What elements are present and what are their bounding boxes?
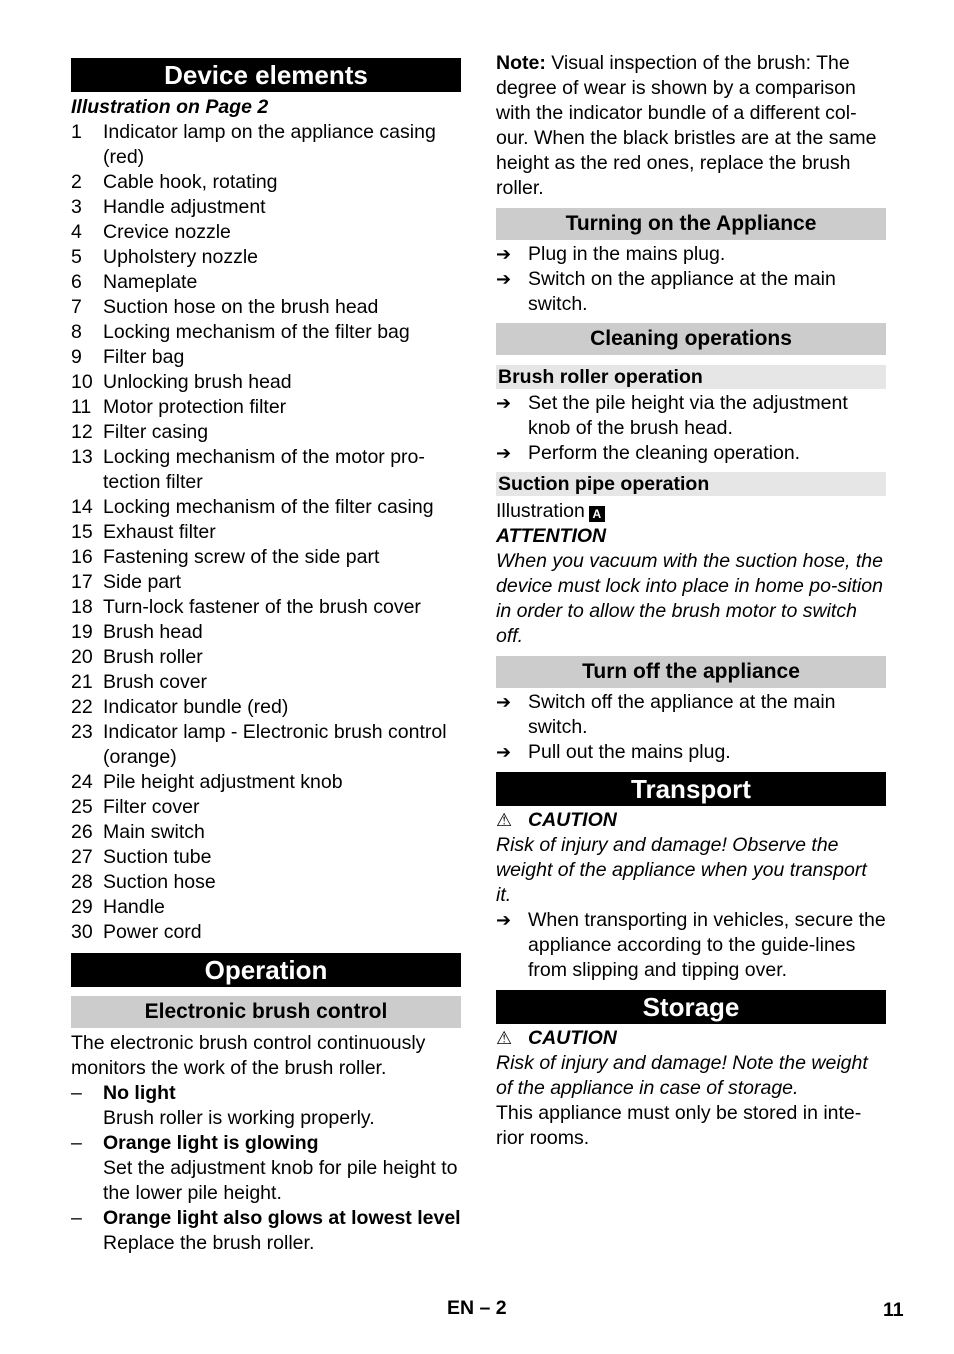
arrow-right-icon: ➔: [496, 269, 512, 289]
arrow-right-icon: ➔: [496, 742, 512, 762]
turn-off-steps: [496, 690, 886, 765]
item-text: Brush head: [103, 621, 203, 643]
ebc-state-title: No light: [103, 1082, 176, 1104]
operation-heading: Operation: [71, 953, 461, 987]
item-number: 11: [71, 396, 92, 418]
list-item: [71, 820, 461, 845]
step-text: Switch off the appliance at the main switch.: [528, 691, 836, 738]
list-item: [71, 770, 461, 795]
storage-caution-text: Risk of injury and damage! Note the weight of the appliance in case of storage.: [496, 1052, 868, 1099]
item-text: Fastening screw of the side part: [103, 546, 380, 568]
item-number: 25: [71, 796, 93, 818]
right-column: [496, 51, 886, 1151]
list-item: [71, 170, 461, 195]
dash-marker: –: [71, 1132, 82, 1154]
item-text: Filter cover: [103, 796, 200, 818]
item-number: 26: [71, 821, 93, 843]
item-number: 18: [71, 596, 93, 618]
list-item: [71, 620, 461, 645]
ebc-state-item: [71, 1081, 461, 1131]
list-item: [71, 270, 461, 295]
item-text: Suction tube: [103, 846, 212, 868]
ebc-state-body: [103, 1081, 461, 1131]
item-number: 17: [71, 571, 93, 593]
list-item: [71, 695, 461, 720]
arrow-right-icon: ➔: [496, 393, 512, 413]
list-item: [71, 595, 461, 620]
footer-language-page: EN – 2: [447, 1297, 507, 1319]
ebc-state-body: [103, 1131, 461, 1206]
item-text: Brush cover: [103, 671, 208, 693]
left-column: [71, 51, 461, 1256]
illustration-label: Illustration: [496, 500, 585, 522]
turn-on-steps: [496, 242, 886, 317]
device-elements-heading: Device elements: [71, 58, 461, 92]
item-number: 8: [71, 321, 82, 343]
ebc-states-list: [71, 1081, 461, 1256]
transport-steps: [496, 908, 886, 983]
list-item: [71, 670, 461, 695]
list-item: [71, 220, 461, 245]
ebc-state-text: Brush roller is working properly.: [103, 1107, 375, 1129]
step-text: When transporting in vehicles, secure the appliance according to the guide-lines from slipping and tipping over.: [528, 909, 886, 981]
storage-caution-label: CAUTION: [528, 1027, 617, 1049]
turn-off-heading: Turn off the appliance: [496, 656, 886, 688]
item-number: 2: [71, 171, 82, 193]
transport-caution-label: CAUTION: [528, 809, 617, 831]
ebc-state-text: Set the adjustment knob for pile height to the lower pile height.: [103, 1157, 458, 1204]
step-text: Perform the cleaning operation.: [528, 442, 801, 464]
item-text: Locking mechanism of the filter casing: [103, 496, 434, 518]
item-text: Turn-lock fastener of the brush cover: [103, 596, 421, 618]
list-item: [71, 195, 461, 220]
item-number: 19: [71, 621, 93, 643]
item-text: Nameplate: [103, 271, 198, 293]
item-number: 3: [71, 196, 82, 218]
list-item: [71, 795, 461, 820]
list-item: [71, 295, 461, 320]
transport-caution: [496, 808, 886, 833]
list-item: [71, 895, 461, 920]
ebc-state-title: Orange light also glows at lowest level: [103, 1207, 461, 1229]
item-number: 27: [71, 846, 93, 868]
list-item: [71, 120, 461, 170]
dash-marker: –: [71, 1082, 82, 1104]
item-text: Pile height adjustment knob: [103, 771, 343, 793]
storage-caution: [496, 1026, 886, 1051]
ebc-state-title: Orange light is glowing: [103, 1132, 319, 1154]
list-item: [71, 395, 461, 420]
warning-triangle-icon: ⚠: [496, 1028, 513, 1048]
arrow-right-icon: ➔: [496, 443, 512, 463]
item-number: 7: [71, 296, 82, 318]
step-item: [496, 441, 886, 466]
arrow-right-icon: ➔: [496, 244, 512, 264]
item-text: Filter casing: [103, 421, 209, 443]
list-item: [71, 920, 461, 945]
step-text: Set the pile height via the adjustment knob of the brush head.: [528, 392, 848, 439]
note-text: Visual inspection of the brush: The degree of wear is shown by a comparison with the indicator bundle of a different col-our. When the black bristles are at the same height as the red ones, replace the brush roller.: [496, 52, 877, 199]
step-text: Switch on the appliance at the main switch.: [528, 268, 836, 315]
device-elements-list: [71, 120, 461, 945]
ebc-state-item: [71, 1206, 461, 1256]
item-text: Exhaust filter: [103, 521, 216, 543]
list-item: [71, 420, 461, 445]
transport-heading: Transport: [496, 772, 886, 806]
item-text: Suction hose on the brush head: [103, 296, 379, 318]
item-text: Crevice nozzle: [103, 221, 231, 243]
item-text: Upholstery nozzle: [103, 246, 258, 268]
step-text: Pull out the mains plug.: [528, 741, 731, 763]
list-item: [71, 320, 461, 345]
item-text: Brush roller: [103, 646, 203, 668]
list-item: [71, 720, 461, 770]
item-number: 9: [71, 346, 82, 368]
item-text: Handle adjustment: [103, 196, 266, 218]
item-number: 22: [71, 696, 93, 718]
step-item: [496, 267, 886, 317]
list-item: [71, 495, 461, 520]
item-text: Locking mechanism of the filter bag: [103, 321, 410, 343]
note-paragraph: [496, 51, 886, 201]
warning-triangle-icon: ⚠: [496, 810, 513, 830]
list-item: [71, 845, 461, 870]
step-item: [496, 242, 886, 267]
cleaning-operations-heading: Cleaning operations: [496, 323, 886, 355]
item-text: Power cord: [103, 921, 202, 943]
item-number: 16: [71, 546, 93, 568]
arrow-right-icon: ➔: [496, 910, 512, 930]
item-number: 1: [71, 121, 82, 143]
item-text: Suction hose: [103, 871, 216, 893]
list-item: [71, 645, 461, 670]
list-item: [71, 520, 461, 545]
item-text: Indicator lamp - Electronic brush control (orange): [103, 721, 447, 768]
step-item: [496, 690, 886, 740]
list-item: [71, 445, 461, 495]
ebc-state-text: Replace the brush roller.: [103, 1232, 315, 1254]
item-number: 30: [71, 921, 93, 943]
item-text: Cable hook, rotating: [103, 171, 278, 193]
ebc-state-item: [71, 1131, 461, 1206]
brush-roller-steps: [496, 391, 886, 466]
item-number: 21: [71, 671, 93, 693]
item-number: 6: [71, 271, 82, 293]
list-item: [71, 545, 461, 570]
storage-text: This appliance must only be stored in inte-rior rooms.: [496, 1102, 862, 1149]
item-number: 28: [71, 871, 93, 893]
item-number: 29: [71, 896, 93, 918]
list-item: [71, 245, 461, 270]
item-number: 24: [71, 771, 93, 793]
arrow-right-icon: ➔: [496, 692, 512, 712]
item-number: 20: [71, 646, 93, 668]
item-number: 14: [71, 496, 93, 518]
step-text: Plug in the mains plug.: [528, 243, 726, 265]
ebc-intro: The electronic brush control continuously monitors the work of the brush roller.: [71, 1032, 426, 1079]
list-item: [71, 370, 461, 395]
item-number: 4: [71, 221, 82, 243]
step-item: [496, 908, 886, 983]
item-number: 12: [71, 421, 93, 443]
item-text: Handle: [103, 896, 165, 918]
storage-heading: Storage: [496, 990, 886, 1024]
brush-roller-heading: Brush roller operation: [496, 365, 886, 389]
step-item: [496, 391, 886, 441]
illustration-letter-badge: A: [589, 506, 605, 522]
item-number: 13: [71, 446, 93, 468]
turn-on-heading: Turning on the Appliance: [496, 208, 886, 240]
list-item: [71, 570, 461, 595]
suction-pipe-heading: Suction pipe operation: [496, 472, 886, 496]
footer-page-number: 11: [883, 1299, 904, 1321]
list-item: [71, 870, 461, 895]
item-text: Motor protection filter: [103, 396, 287, 418]
item-text: Main switch: [103, 821, 205, 843]
electronic-brush-control-heading: Electronic brush control: [71, 996, 461, 1028]
illustration-reference: Illustration on Page 2: [71, 96, 269, 118]
list-item: [71, 345, 461, 370]
attention-label: ATTENTION: [496, 525, 607, 547]
item-text: Indicator lamp on the appliance casing (red): [103, 121, 436, 168]
item-number: 5: [71, 246, 82, 268]
attention-text: When you vacuum with the suction hose, the device must lock into place in home po-sition in order to allow the brush motor to switch off.: [496, 550, 883, 647]
ebc-state-body: [103, 1206, 461, 1256]
item-text: Unlocking brush head: [103, 371, 292, 393]
item-text: Side part: [103, 571, 182, 593]
item-number: 23: [71, 721, 93, 743]
item-number: 15: [71, 521, 93, 543]
step-item: [496, 740, 886, 765]
illustration-line: [496, 499, 886, 524]
item-text: Indicator bundle (red): [103, 696, 289, 718]
item-text: Locking mechanism of the motor pro-tection filter: [103, 446, 425, 493]
transport-caution-text: Risk of injury and damage! Observe the weight of the appliance when you transport it.: [496, 834, 867, 906]
note-label: Note:: [496, 52, 546, 74]
item-number: 10: [71, 371, 93, 393]
item-text: Filter bag: [103, 346, 185, 368]
dash-marker: –: [71, 1207, 82, 1229]
